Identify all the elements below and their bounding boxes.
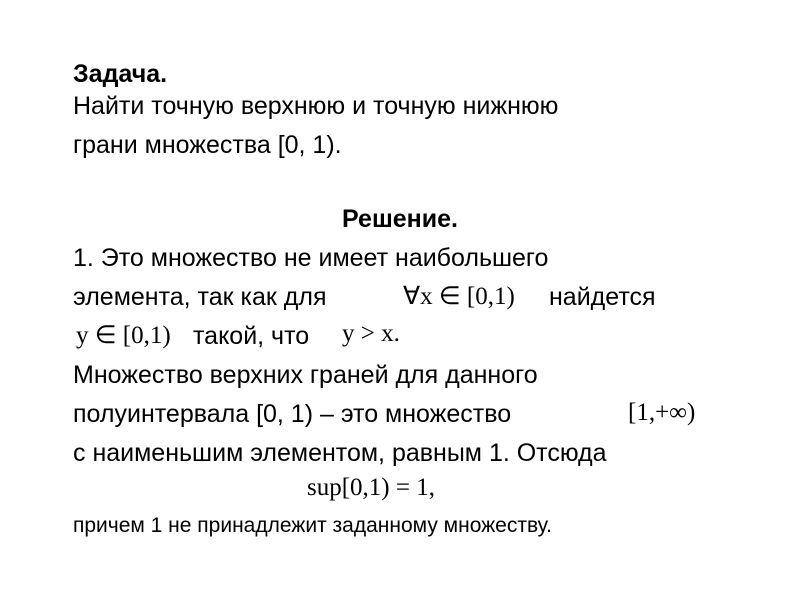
- solution-p2-line-1: Множество верхних граней для данного: [73, 361, 538, 389]
- solution-conclusion: причем 1 не принадлежит заданному множеству.: [73, 514, 552, 537]
- math-y-greater-x: y > x.: [342, 320, 400, 347]
- task-line-2: грани множества [0, 1).: [73, 131, 342, 159]
- math-forall-x-in-interval: ∀x ∈ [0,1): [403, 283, 515, 310]
- math-interval-one-infinity: [1,+∞): [628, 399, 696, 426]
- solution-p1-line-1: 1. Это множество не имеет наибольшего: [73, 244, 549, 272]
- math-sup-equation: sup[0,1) = 1,: [307, 474, 435, 501]
- math-y-in-interval: y ∈ [0,1): [76, 322, 171, 349]
- solution-p1-line-2b: найдется: [549, 283, 656, 311]
- solution-p1-line-2a: элемента, так как для: [73, 283, 327, 311]
- solution-heading: Решение.: [341, 205, 458, 233]
- solution-p2-line-3: с наименьшим элементом, равным 1. Отсюда: [73, 439, 607, 467]
- solution-p2-line-2: полуинтервала [0, 1) – это множество: [73, 400, 512, 428]
- solution-p1-line-3: такой, что: [193, 322, 310, 350]
- task-line-1: Найти точную верхнюю и точную нижнюю: [73, 92, 559, 120]
- task-heading: Задача.: [73, 60, 168, 88]
